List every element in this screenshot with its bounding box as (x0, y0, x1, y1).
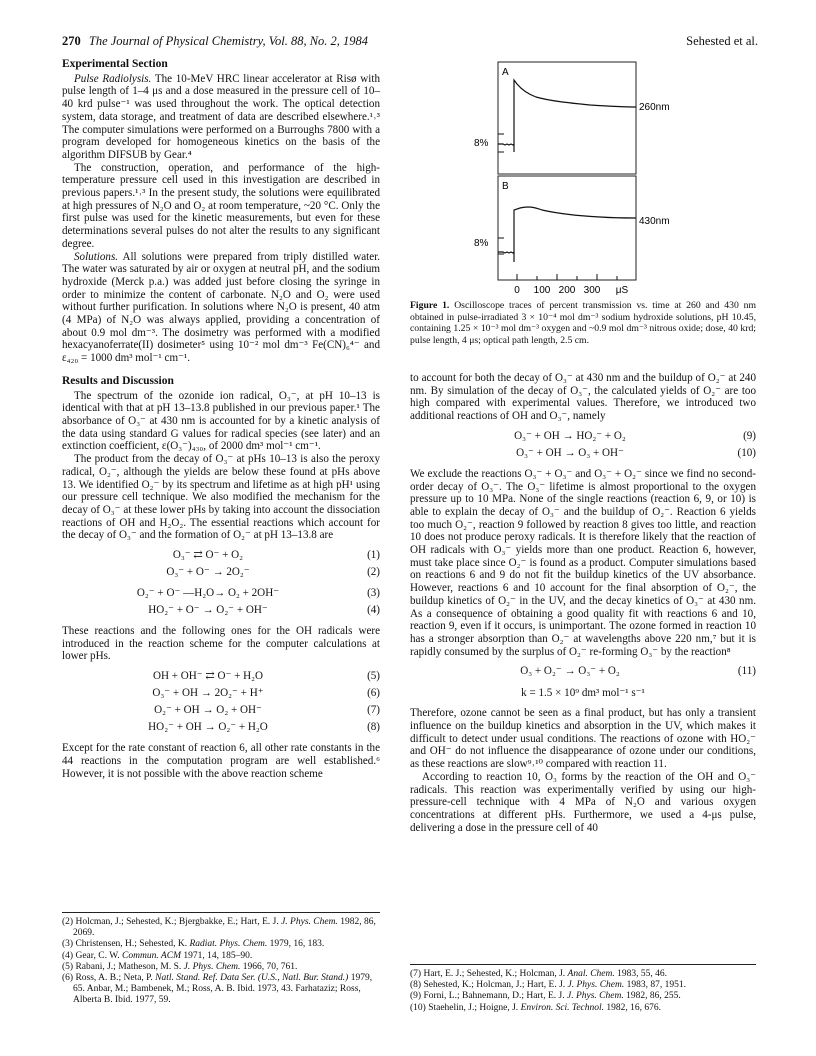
x-axis-unit: μS (615, 285, 629, 296)
x-tick-label: 0 (514, 285, 520, 296)
equation: HO₂⁻ + OH → O₂⁻ + H₂O (8) (148, 721, 380, 734)
equation: O₂⁻ + OH → O₂ + OH⁻ (7) (154, 704, 380, 717)
panel-a-frame (498, 62, 636, 174)
oscilloscope-figure (410, 60, 756, 298)
equation: O₃⁻ ⇄ O⁻ + O₂ (1) (172, 549, 380, 562)
equation: OH + OH⁻ ⇄ O⁻ + H₂O (5) (152, 670, 380, 683)
equation: O₃ + O₂⁻ → O₃⁻ + O₂ (11) (520, 665, 756, 678)
paragraph-pressure-cell: The construction, operation, and performance of the high-temperature pressure cell used in this investigation are described in previous papers.¹˒³ In the present study, the solutions were equilibrated at high pressures of N₂O and O₂ at room temperature, ~20 °C. Only the first pulse was used for the kinetic measurements, but even for these determinations several pulses do not alter the results to any significant degree. (62, 161, 380, 250)
trace-260nm (498, 80, 636, 145)
experimental-heading: Experimental Section (62, 58, 168, 70)
paragraph-results-r1: to account for both the decay of O₃⁻ at 430 nm and the buildup of O₂⁻ at 240 nm. By simulation of the decay of O₃⁻, the calculated yields of O₂⁻ are too high compared with experimental values. Therefore, we introduced two additional reactions of OH and O₃⁻, namely (410, 372, 756, 423)
figure-1 (410, 60, 756, 346)
references-left (62, 912, 380, 1007)
equation: O₃⁻ + O⁻ → 2O₂⁻ (2) (166, 566, 380, 579)
equation-11 (410, 663, 756, 680)
panel-b-frame (498, 176, 636, 280)
paragraph-results-3: These reactions and the following ones for the OH radicals were introduced in the reaction scheme for the computer calculations at lower pHs. (62, 625, 380, 663)
x-tick-label: 200 (558, 285, 576, 296)
scale-b-label: 8% (474, 238, 489, 249)
left-column (62, 58, 380, 780)
running-header-left (62, 34, 368, 49)
equation: O₃⁻ + OH → O₃ + OH⁻ (10) (516, 446, 756, 459)
reference: (3) Christensen, H.; Sehested, K. Radiat. Phys. Chem. 1979, 16, 183. (62, 939, 325, 950)
reference: (8) Sehested, K.; Holcman, J.; Hart, E. J. J. Phys. Chem. 1983, 87, 1951. (410, 980, 686, 991)
reference: (7) Hart, E. J.; Sehested, K.; Holcman, J. Anal. Chem. 1983, 55, 46. (410, 969, 667, 979)
equation: HO₂⁻ + O⁻ → O₂⁻ + OH⁻ (4) (148, 604, 380, 617)
panel-b-label: B (502, 181, 509, 192)
rate-constant: k = 1.5 × 10⁹ dm³ mol⁻¹ s⁻¹ (521, 687, 645, 700)
references-right (410, 964, 756, 1014)
paragraph-results-r4: According to reaction 10, O₃ forms by the reaction of the OH and O₃⁻ radicals. This reaction was experimentally verified by using our high-pressure-cell technique with 4 MPa of N₂O and various oxygen concentrations at different pHs. Furthermore, we used a 4-μs pulse, delivering a dose in the pressure cell of 40 (410, 770, 756, 834)
journal-title: The Journal of Physical Chemistry, Vol. 88, No. 2, 1984 (88, 34, 369, 48)
equations-5-8 (62, 668, 380, 736)
reference: (9) Forni, L.; Bahnemann, D.; Hart, E. J. J. Phys. Chem. 1982, 86, 255. (410, 991, 681, 1002)
paragraph-results-2: The product from the decay of O₃⁻ at pHs 10–13 is also the peroxy radical, O₂⁻, although the yields are below these found at pHs above 13. We identified O₂⁻ by its spectrum and lifetime as at high pH¹ using our pressure cell technique. We also modified the mechanism for the decay of O₃⁻ at these lower pHs by taking into account the dissociation reactions of OH and H₂O₂. The essential reactions which account for the decay of O₃⁻ and the formation of O₂⁻ at pH 13–13.8 are (62, 453, 380, 542)
right-column (410, 372, 756, 834)
equation: O₃⁻ + OH → HO₂⁻ + O₂ (9) (514, 429, 756, 442)
x-tick-label: 100 (533, 285, 551, 296)
equations-9-10 (410, 428, 756, 462)
equation: O₂⁻ + O⁻ —H₂O→ O₂ + 2OH⁻ (3) (136, 587, 380, 600)
page-number: 270 (62, 34, 81, 48)
paragraph-results-4: Except for the rate constant of reaction 6, all other rate constants in the 44 reactions in the computation program are well established.⁶ However, it is not possible with the above reaction scheme (62, 742, 380, 780)
reference: (10) Staehelin, J.; Hoigne, J. Environ. Sci. Technol. 1982, 16, 676. (410, 1002, 662, 1013)
equations-1-4 (62, 547, 380, 619)
paragraph-pulse-radiolysis: Pulse Radiolysis. The 10-MeV HRC linear accelerator at Risø with pulse length of 1–4 μs and a dose measured in the pressure cell of 10–40 krd pulse⁻¹ was used throughout the work. The optical detection system, data storage, and treatment of data are described elsewhere.¹˒³ The computer simulations were performed on a Burroughs 7800 with a program developed for homogeneous kinetics on the basis of the algorithm DIFSUB by Gear.⁴ (62, 72, 380, 161)
reference: (4) Gear, C. W. Commun. ACM 1971, 14, 185–90. (62, 950, 253, 961)
reference: (5) Rabani, J.; Matheson, M. S. J. Phys. Chem. 1966, 70, 761. (62, 961, 298, 972)
paragraph-results-1: The spectrum of the ozonide ion radical, O₃⁻, at pH 10–13 is identical with that at pH 13–13.8 published in our previous paper.¹ The absorbance of O₃⁻ at 430 nm is accounted for by a kinetic analysis of the data using standard G values for radical species (see later) and an extinction coefficient, ε(O₃⁻)₄₃₀, of 2000 dm³ mol⁻¹ cm⁻¹. (62, 389, 380, 453)
runin-heading-pulse: Pulse Radiolysis. (74, 72, 152, 85)
panel-a-label: A (502, 67, 509, 78)
results-heading: Results and Discussion (62, 374, 174, 387)
x-tick-label: 300 (583, 285, 601, 296)
reference: (6) Ross, A. B.; Neta, P. Natl. Stand. Ref. Data Ser. (U.S., Natl. Bur. Stand.) 1979, 65. Anbar, M.; Bambenek, M.; Ross, A. B. Ibid. 1973, 43. Farhataziz; Ross, Alberta B. Ibid. 1977, 59. (62, 973, 373, 1006)
scale-a-label: 8% (474, 138, 489, 149)
equation: O₃⁻ + OH → 2O₂⁻ + H⁺ (6) (152, 687, 380, 700)
paragraph-results-r3: Therefore, ozone cannot be seen as a final product, but has only a transient influence on the buildup kinetics and absorption in the UV, which makes it difficult to detect under usual conditions. The reactions of ozone with HO₂⁻ and OH⁻ do not influence the disappearance of ozone under our conditions, as these reactions are slow⁹˒¹⁰ compared with reaction 11. (410, 707, 756, 771)
trace-a-label: 260nm (639, 102, 670, 113)
trace-430nm (498, 207, 636, 253)
paragraph-results-r2: We exclude the reactions O₃⁻ + O₃⁻ and O₃⁻ + O₂⁻ since we find no second-order decay of O₃⁻. The O₃⁻ lifetime is almost proportional to the oxygen pressure up to 10 MPa. None of the single reactions (reaction 6, 9, or 10) is able to explain the decay of O₃⁻ and the buildup of O₂⁻. Reaction 6 yields too much O₂⁻, reaction 9 followed by reaction 8 gives too little, and reaction 10 does not produce peroxy radicals. It is therefore likely that the reaction of OH radicals with O₃⁻ yields more than one product. Reaction 6, however, must take place since O₂⁻ is found as a product. Computer simulations based on reactions 6 and 9 do not fit the buildup kinetics of the UV absorbance. However, reactions 6 and 10 account for the final absorption of O₂⁻, the buildup kinetics of O₂⁻ in the UV, and the decay kinetics of O₃⁻ at 430 nm. As a consequence of obtaining a good quality fit with reactions 6 and 10, reaction 9, even if it occurs, is unimportant. The ozone formed in reaction 10 has a stronger absorption than O₂⁻ at wavelengths above 220 nm,⁷ but it is rapidly consumed by the surplus of O₂⁻ re-forming O₃⁻ by the reaction⁸ (410, 467, 756, 658)
running-header-authors: Sehested et al. (686, 34, 758, 48)
runin-heading-solutions: Solutions. (74, 250, 119, 263)
paragraph-solutions: Solutions. All solutions were prepared from triply distilled water. The water was saturated by air or oxygen at neutral pH, and the sodium hydroxide (Merck p.a.) was added just before closing the syringe in order to minimize the content of carbonate. N₂O and O₂ were used without further purification. In solutions where N₂O is present, 40 atm (4 MPa) of N₂O was always applied, providing a concentration of about 0.9 mol dm⁻³. The dosimetry was performed with a modified hexacyanoferrate(II) dosimeter⁵ using 10⁻² mol dm⁻³ Fe(CN)₆⁴⁻ and ε₄₂₀ = 1000 dm³ mol⁻¹ cm⁻¹. (62, 250, 381, 365)
trace-b-label: 430nm (639, 216, 670, 227)
caption-label: Figure 1. (410, 300, 450, 311)
reference: (2) Holcman, J.; Sehested, K.; Bjergbakke, E.; Hart, E. J. J. Phys. Chem. 1982, 86, 2069. (62, 917, 376, 939)
figure-1-caption: Figure 1. Oscilloscope traces of percent transmission vs. time at 260 and 430 nm obtained in pulse-irradiated 3 × 10⁻⁴ mol dm⁻³ sodium hydroxide solutions, pH 10.45, containing 1.25 × 10⁻³ mol dm⁻³ oxygen and ~0.9 mol dm⁻³ nitrous oxide; dose, 40 krd; pulse length, 4 μs; optical path length, 2.5 cm. (410, 300, 757, 346)
